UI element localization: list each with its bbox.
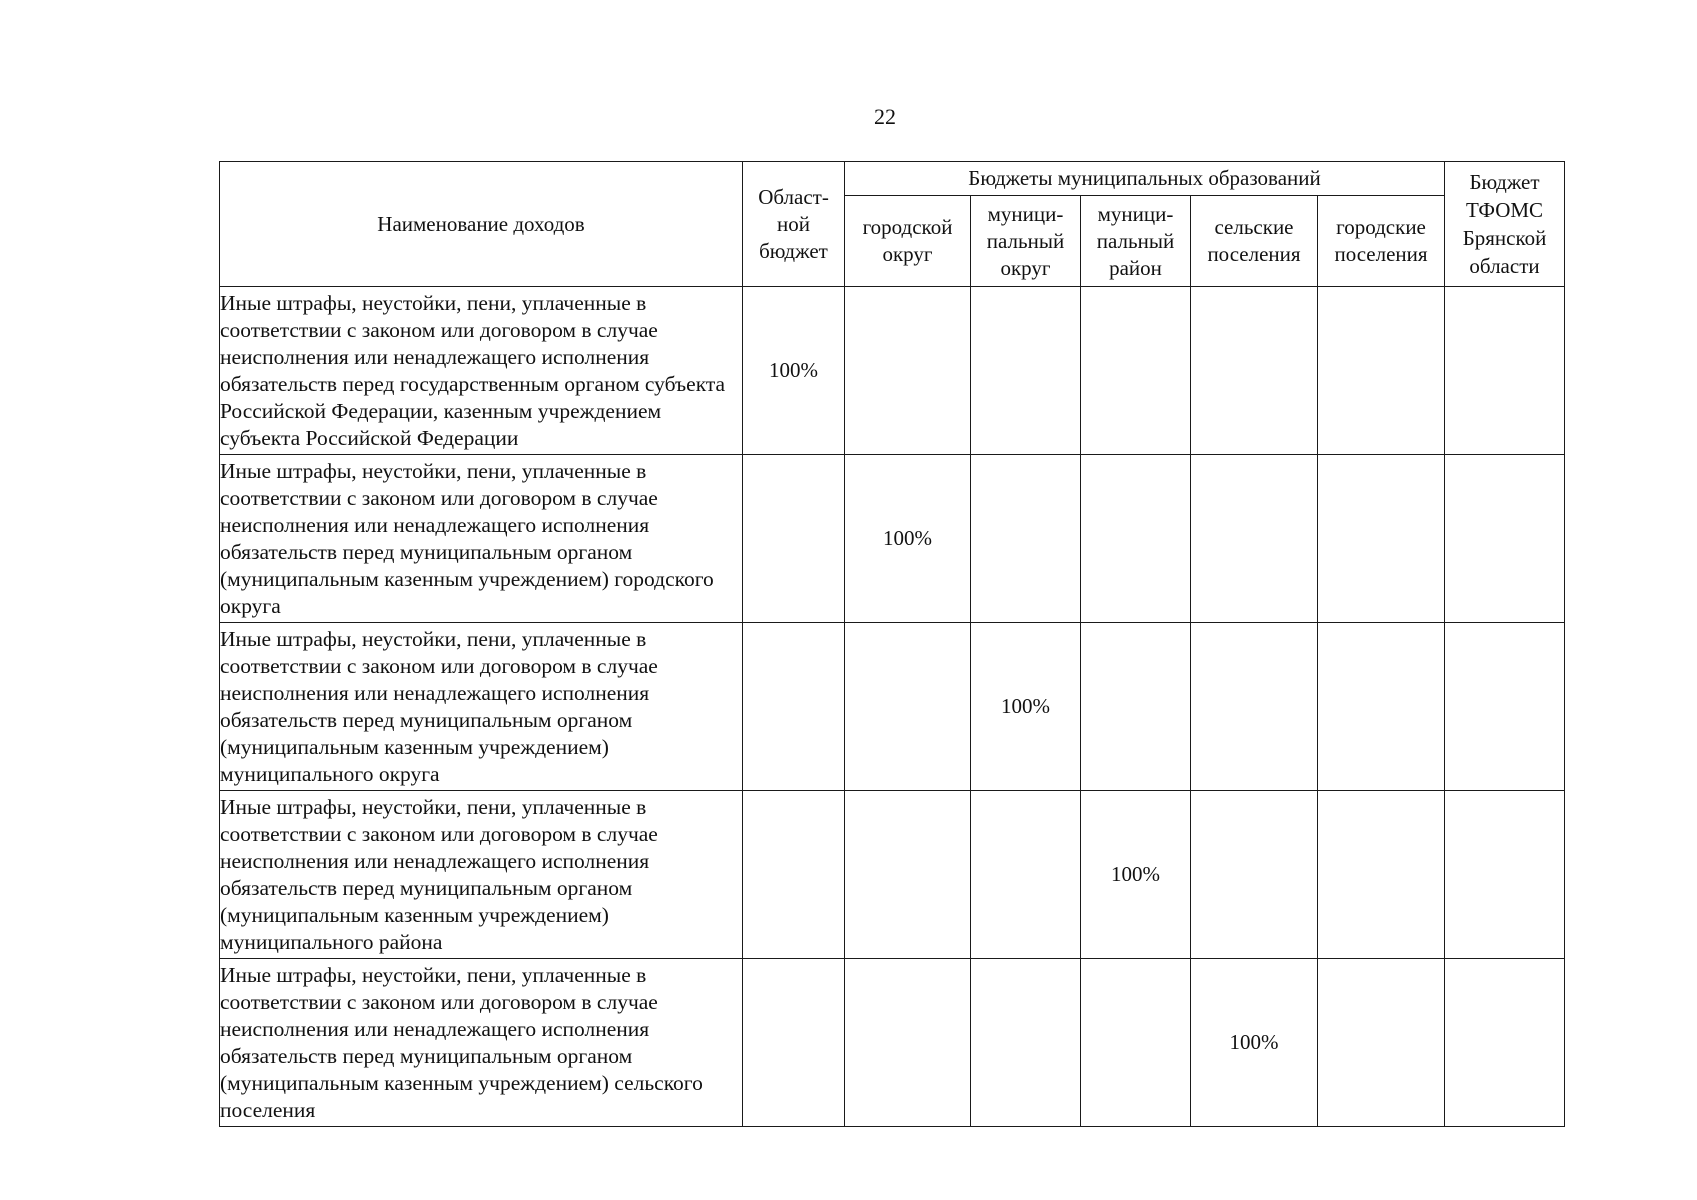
income-name-cell: Иные штрафы, неустойки, пени, уплаченные в соответствии с законом или договором в случае неисполнения или ненадлежащего исполнения обязательств перед государственным органом субъекта Российской Федерации, казенным учреждением субъекта Российской Федерации [220,287,743,455]
income-distribution-table [219,161,1565,1127]
regional-budget-cell [743,455,845,623]
tfoms-budget-cell [1445,959,1565,1127]
tfoms-budget-cell [1445,455,1565,623]
municipal-rayon-cell: 100% [1081,791,1191,959]
table-row [220,455,1565,623]
municipal-rayon-cell [1081,623,1191,791]
urban-settlements-cell [1318,959,1445,1127]
municipal-okrug-cell [971,959,1081,1127]
table-row [220,959,1565,1127]
city-district-cell [845,791,971,959]
regional-budget-cell: 100% [743,287,845,455]
income-name-cell: Иные штрафы, неустойки, пени, уплаченные в соответствии с законом или договором в случае неисполнения или ненадлежащего исполнения обязательств перед муниципальным органом (муниципальным казенным учреждением) городского округа [220,455,743,623]
header-income-name: Наименование доходов [220,162,743,287]
rural-settlements-cell [1191,791,1318,959]
urban-settlements-cell [1318,455,1445,623]
city-district-cell [845,287,971,455]
municipal-rayon-cell [1081,455,1191,623]
header-urban-settlements: городские поселения [1318,196,1445,287]
city-district-cell: 100% [845,455,971,623]
header-regional-budget: Област- ной бюджет [743,162,845,287]
municipal-okrug-cell: 100% [971,623,1081,791]
regional-budget-cell [743,959,845,1127]
rural-settlements-cell [1191,287,1318,455]
income-name-cell: Иные штрафы, неустойки, пени, уплаченные в соответствии с законом или договором в случае неисполнения или ненадлежащего исполнения обязательств перед муниципальным органом (муниципальным казенным учреждением) муниципального района [220,791,743,959]
header-municipal-okrug: муници- пальный округ [971,196,1081,287]
city-district-cell [845,959,971,1127]
city-district-cell [845,623,971,791]
urban-settlements-cell [1318,287,1445,455]
income-name-cell: Иные штрафы, неустойки, пени, уплаченные в соответствии с законом или договором в случае неисполнения или ненадлежащего исполнения обязательств перед муниципальным органом (муниципальным казенным учреждением) сельского поселения [220,959,743,1127]
municipal-okrug-cell [971,791,1081,959]
rural-settlements-cell [1191,623,1318,791]
header-tfoms-budget: Бюджет ТФОМС Брянской области [1445,162,1565,287]
regional-budget-cell [743,623,845,791]
rural-settlements-cell [1191,455,1318,623]
regional-budget-cell [743,791,845,959]
municipal-okrug-cell [971,455,1081,623]
tfoms-budget-cell [1445,791,1565,959]
income-name-cell: Иные штрафы, неустойки, пени, уплаченные в соответствии с законом или договором в случае неисполнения или ненадлежащего исполнения обязательств перед муниципальным органом (муниципальным казенным учреждением) муниципального округа [220,623,743,791]
urban-settlements-cell [1318,623,1445,791]
tfoms-budget-cell [1445,287,1565,455]
tfoms-budget-cell [1445,623,1565,791]
rural-settlements-cell: 100% [1191,959,1318,1127]
table-row [220,791,1565,959]
table-row [220,623,1565,791]
header-city-district: городской округ [845,196,971,287]
municipal-rayon-cell [1081,287,1191,455]
page-number: 22 [874,104,896,129]
municipal-rayon-cell [1081,959,1191,1127]
header-rural-settlements: сельские поселения [1191,196,1318,287]
table-row [220,287,1565,455]
header-municipal-budgets: Бюджеты муниципальных образований [845,162,1445,196]
municipal-okrug-cell [971,287,1081,455]
urban-settlements-cell [1318,791,1445,959]
header-municipal-rayon: муници- пальный район [1081,196,1191,287]
